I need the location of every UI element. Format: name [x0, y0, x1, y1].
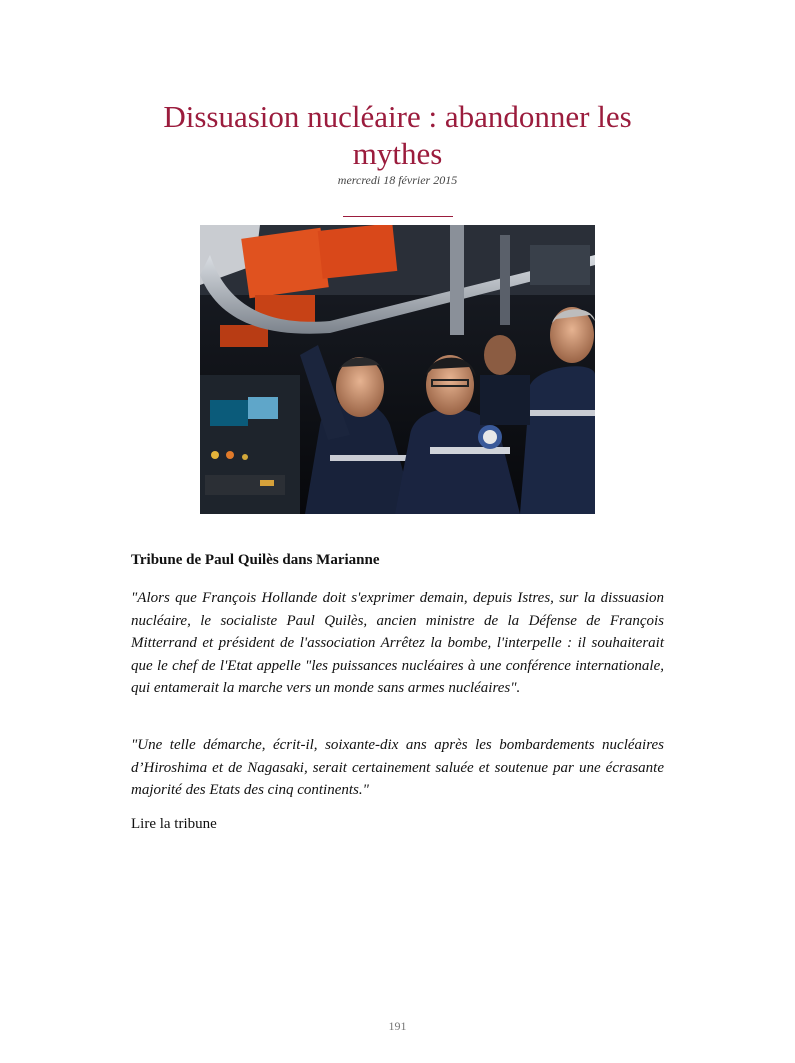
article-title: Dissuasion nucléaire : abandonner les mythes: [163, 99, 632, 171]
article-paragraph-1: "Alors que François Hollande doit s'exprimer demain, depuis Istres, sur la dissuasion nucléaire, le socialiste Paul Quilès, ancien ministre de la Défense de François Mitterrand et président de l'association Arrêtez la bombe, l'interpelle : il souhaiterait que le chef de l'Etat appelle "les puissances nucléaires à une conférence internationale, qui entamerait la marche vers un monde sans armes nucléaires".: [131, 590, 664, 696]
page-number: 191: [388, 1019, 407, 1033]
article-paragraph-2: "Une telle démarche, écrit-il, soixante-dix ans après les bombardements nucléaires d’Hiroshima et de Nagasaki, serait certainement saluée et soutenue par une écrasante majorité des Etats des cinq continents.": [131, 737, 664, 798]
article-subtitle: Tribune de Paul Quilès dans Marianne: [131, 552, 380, 568]
article-date: mercredi 18 février 2015: [337, 173, 458, 187]
title-divider: [343, 216, 453, 217]
read-tribune-link[interactable]: Lire la tribune: [131, 816, 217, 832]
submarine-control-room-image: [200, 225, 595, 514]
article-photo: [200, 225, 595, 514]
